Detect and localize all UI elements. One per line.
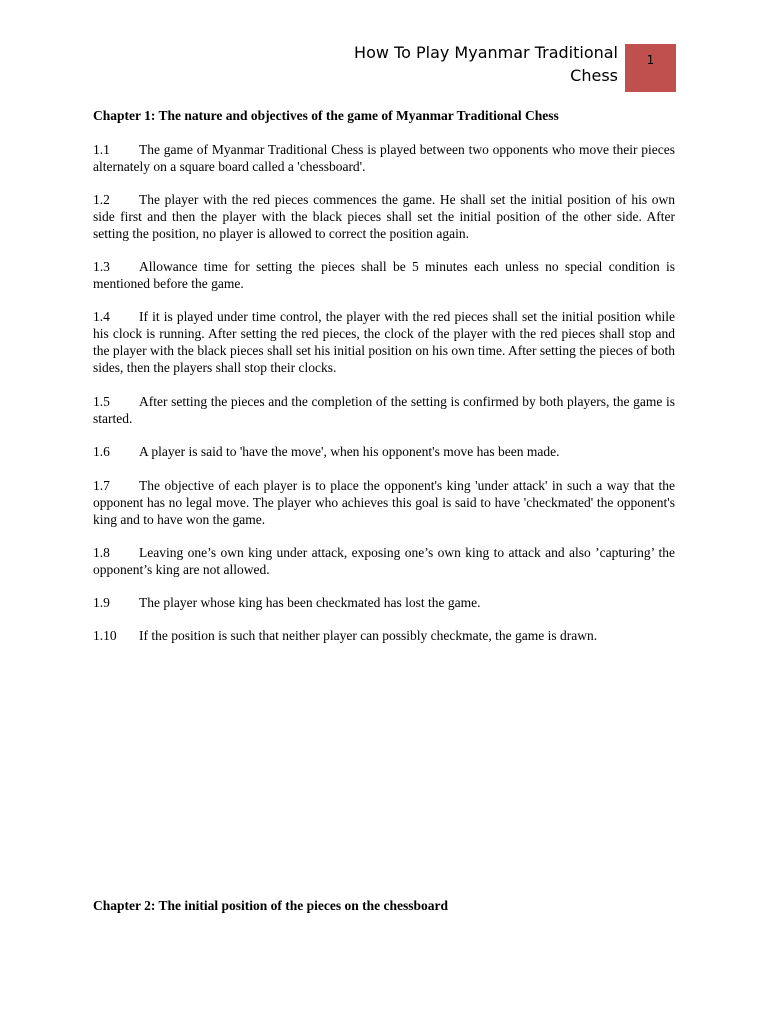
- paragraph-number: 1.10: [93, 628, 117, 643]
- paragraph-text: A player is said to 'have the move', when his opponent's move has been made.: [139, 444, 560, 459]
- paragraph-number: 1.2: [93, 192, 110, 207]
- paragraph-1-1: [93, 141, 675, 175]
- paragraph-1-10: [93, 627, 675, 644]
- paragraph-number: 1.8: [93, 545, 110, 560]
- paragraph-1-8: [93, 544, 675, 578]
- chapter-2-section: [93, 897, 675, 914]
- paragraph-number: 1.9: [93, 595, 110, 610]
- paragraph-1-3: [93, 258, 675, 292]
- paragraph-text: If the position is such that neither player can possibly checkmate, the game is drawn.: [139, 628, 598, 643]
- paragraph-1-7: [93, 477, 675, 528]
- paragraph-text: The player with the red pieces commences the game. He shall set the initial position of his own side first and then the player with the black pieces shall set the initial position of the other side. After setting the position, no player is allowed to correct the position again.: [93, 192, 675, 241]
- chapter-1-section: [93, 107, 675, 644]
- paragraph-number: 1.1: [93, 142, 110, 157]
- paragraph-text: If it is played under time control, the player with the red pieces shall set the initial position while his clock is running. After setting the red pieces, the clock of the player with the red pieces shall stop and the player with the black pieces shall set his initial position on his own time. After setting the pieces of both sides, then the players shall stop their clocks.: [93, 309, 675, 375]
- paragraph-text: The player whose king has been checkmated has lost the game.: [139, 595, 481, 610]
- paragraph-text: After setting the pieces and the completion of the setting is confirmed by both players, the game is started.: [93, 394, 675, 426]
- chapter-1-heading: Chapter 1: The nature and objectives of the game of Myanmar Traditional Chess: [93, 108, 559, 123]
- paragraph-number: 1.5: [93, 394, 110, 409]
- paragraph-1-4: [93, 308, 675, 376]
- paragraph-text: Allowance time for setting the pieces shall be 5 minutes each unless no special condition is mentioned before the game.: [93, 259, 675, 291]
- paragraph-1-2: [93, 191, 675, 242]
- header-title-line-2: Chess: [570, 66, 618, 85]
- page-number: 1: [646, 53, 655, 67]
- paragraph-1-6: [93, 443, 675, 460]
- header-title-line-1: How To Play Myanmar Traditional: [354, 43, 618, 62]
- paragraph-number: 1.4: [93, 309, 110, 324]
- paragraph-text: Leaving one’s own king under attack, exposing one’s own king to attack and also ’capturing’ the opponent’s king are not allowed.: [93, 545, 675, 577]
- document-header-title: [300, 41, 618, 87]
- paragraph-number: 1.6: [93, 444, 110, 459]
- paragraph-1-9: [93, 594, 675, 611]
- page-number-box: [625, 44, 676, 92]
- paragraph-text: The objective of each player is to place the opponent's king 'under attack' in such a way that the opponent has no legal move. The player who achieves this goal is said to have 'checkmated' the opponent's king and to have won the game.: [93, 478, 675, 527]
- paragraph-number: 1.3: [93, 259, 110, 274]
- paragraph-text: The game of Myanmar Traditional Chess is played between two opponents who move their pieces alternately on a square board called a 'chessboard'.: [93, 142, 675, 174]
- chapter-2-heading: Chapter 2: The initial position of the pieces on the chessboard: [93, 898, 449, 913]
- paragraph-number: 1.7: [93, 478, 110, 493]
- paragraph-1-5: [93, 393, 675, 427]
